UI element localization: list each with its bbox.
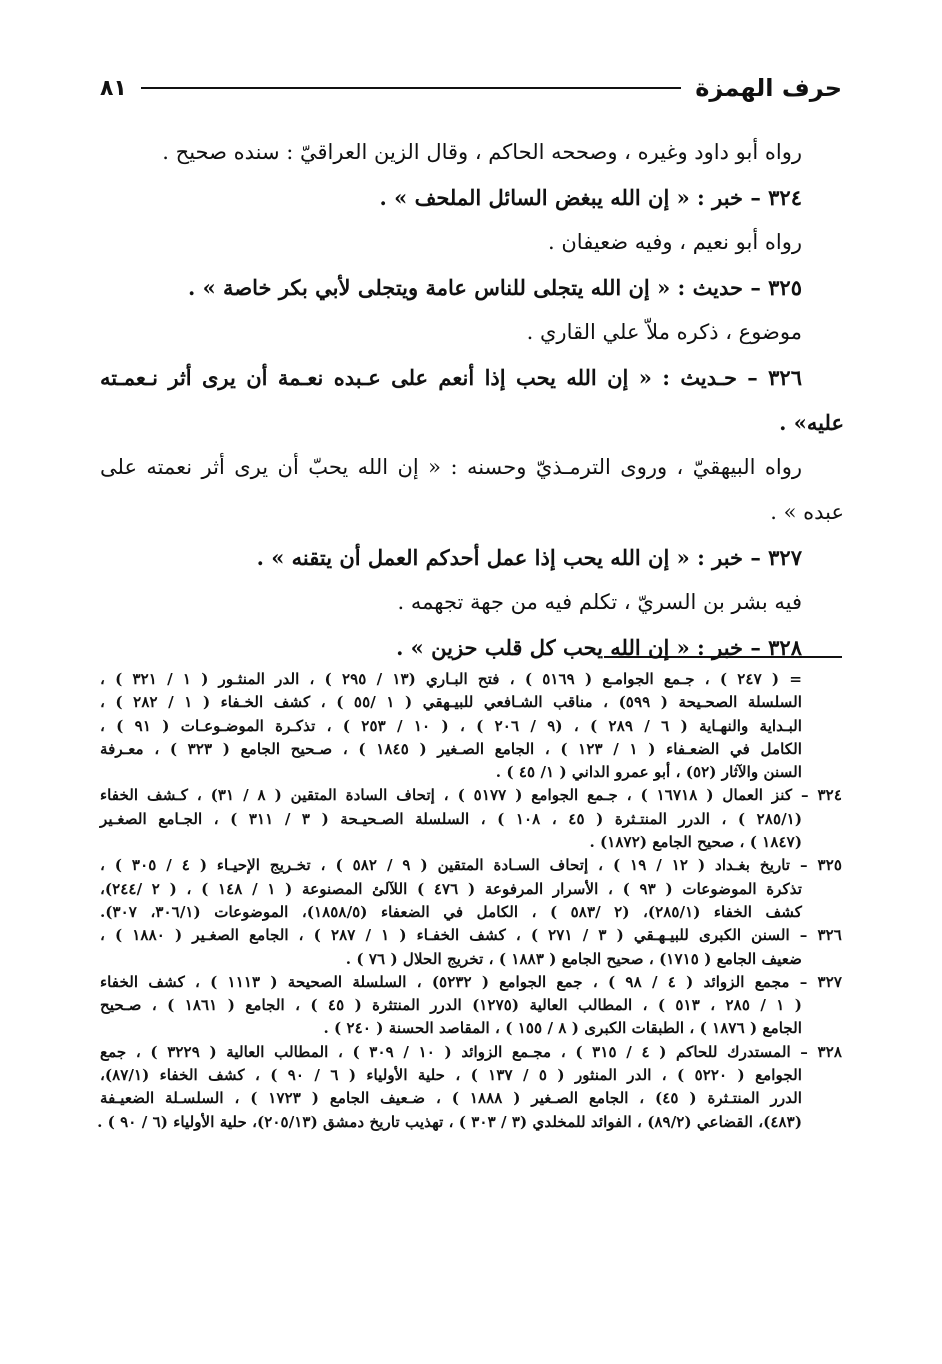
- footnote-324: ٣٢٤ – كنز العمال ( ١٦٧١٨ ) ، جـمع الجوامع ( ٥١٧٧ ) ، إتحاف السادة المتقين ( ٨ / ٣١) ، كـشف الخفاء: [100, 786, 842, 805]
- hadith-324: ٣٢٤ – خبر : « إن الله يبغض السائل الملحف » .: [379, 185, 802, 210]
- footnote-line: كشف الخفاء (٢٨٥/١)، (٢ /٥٨٣ ) ، الكامل في الضعفاء (١٨٥٨/٥)، الموضوعات (٣٠٦/١، ٣٠٧).: [100, 902, 802, 921]
- footnote-328: ٣٢٨ – المستدرك للحاكم ( ٤ / ٣١٥ ) ، مجـمع الزوائد ( ١٠ / ٣٠٩ ) ، المطالب العالية ( ٣٢٢٩ ) ، جمع: [100, 1042, 843, 1061]
- text-line: رواه أبو نعيم ، وفيه ضعيفان .: [548, 230, 802, 254]
- text-line-continuation: عبده » .: [770, 500, 844, 524]
- hadith-325: ٣٢٥ – حديث : « إن الله يتجلى للناس عامة ويتجلى لأبي بكر خاصة » .: [188, 275, 802, 300]
- footnote-line: الكامل في الضعـفاء ( ١ / ١٢٣ ) ، الجامع الصـغير ( ١٨٤٥ ) ، صـحيح الجامع ( ٣٢٣ ) ، معـرفة: [100, 739, 802, 758]
- header-rule: [141, 87, 681, 89]
- footnote-line: (٤٨٣)، القضاعي (٨٩/٢) ، الفوائد للمخلدي (٣ / ٣٠٣ ) ، تهذيب تاريخ دمشق (٢٠٥/١٣)، حلية الأولياء (٦ / ٩٠ ) .: [97, 1112, 802, 1131]
- footnote-327: ٣٢٧ – مجمع الزوائد ( ٤ / ٩٨ ) ، جمع الجوامع ( ٥٢٣٢) ، السلسلة الصحيحة ( ١١١٣ ) ، كشف الخفاء: [100, 972, 843, 991]
- page-header: [100, 66, 842, 110]
- footnotes: [97, 668, 843, 1134]
- footnote-line: ( ١ / ٢٨٥ ، ٥١٣ ) ، المطالب العالية (١٢٧٥) الدرر المنتثرة ( ٤٥ ) ، الجامع ( ١٨٦١ ) ، صـحيح: [100, 996, 802, 1015]
- text-line: فيه بشر بن السريّ ، تكلم فيه من جهة تجهمه .: [397, 590, 802, 614]
- footnote-326: ٣٢٦ – السنن الكبرى للبيـهـقي ( ٣ / ٢٧١ ) ، كشف الخفـاء ( ١ / ٢٨٧ ) ، الجامع الصغـير ( ١٨٨٠ ) ،: [100, 926, 842, 945]
- footnote-325: ٣٢٥ – تاريخ بغـداد ( ١٢ / ١٩ ) ، إتحاف السـادة المتقين ( ٩ / ٥٨٢ ) ، تخـريج الإحيـاء ( ٤ / ٣٠٥ ) ،: [100, 856, 843, 875]
- chapter-title: حرف الهمزة: [695, 74, 842, 102]
- footnote-line: (٢٨٥/١ ) ، الدرر المنتـثرة ( ٤٥ ، ١٠٨ ) ، السلسلة الصـحيـحة ( ٣ / ٣١١ ) ، الجـامع الصغـير: [100, 809, 802, 828]
- hadith-328: ٣٢٨ – خبر : « إن الله يحب كل قلب حزين » .: [396, 635, 802, 660]
- hadith-327: ٣٢٧ – خبر : « إن الله يحب إذا عمل أحدكم العمل أن يتقنه » .: [256, 545, 802, 570]
- footnote-line: السنن والآثار (٥٢) ، أبو عمرو الداني ( ١/ ٤٥ ) .: [495, 763, 802, 782]
- text-line: رواه البيهقيّ ، وروى الترمـذيّ وحسنه : « إن الله يحبّ أن يرى أثر نعمته على: [100, 455, 802, 479]
- footnote-separator: [604, 656, 842, 658]
- page-number: ٨١: [100, 75, 127, 101]
- text-line: رواه أبو داود وغيره ، وصححه الحاكم ، وقال الزين العراقيّ : سنده صحيح .: [162, 140, 802, 164]
- footnote-line: = ( ٢٤٧ ) ، جـمع الجوامـع ( ٥١٦٩ ) ، فتح البـاري (١٣ / ٢٩٥ ) ، الدر المنثـور ( ١ / ٣٢١ ) ،: [100, 670, 802, 688]
- footnote-line: البـداية والنهـاية ( ٦ / ٢٨٩ ) ، (٩ / ٢٠٦ ) ، ( ١٠ / ٢٥٣ ) ، تذكـرة الموضـوعـات ( ٩١ ) ،: [100, 716, 802, 735]
- footnote-line: الجوامع ( ٥٢٢٠ ) ، الدر المنثور ( ٥ / ١٣٧ ) ، حلية الأولياء ( ٦ / ٩٠ ) ، كشف الخفاء (٨٧/١)،: [100, 1066, 803, 1085]
- footnote-line: الجامع ( ١٨٧٦ ) ، الطبقات الكبرى ( ٨ / ١٥٥ ) ، المقاصد الحسنة ( ٢٤٠ ) .: [323, 1019, 802, 1038]
- main-text: [100, 130, 842, 670]
- hadith-326: ٣٢٦ – حـديث : « إن الله يحب إذا أنعم على عـبده نعـمة أن يرى أثر نـعمـته: [100, 365, 802, 390]
- footnote-line: ضعيف الجامع ( ١٧١٥) ، صحيح الجامع ( ١٨٨٣ ) ، تخريج الحلال ( ٧٦ ) .: [345, 949, 802, 968]
- footnote-line: السلسلة الصحـيحة ( ٥٩٩) ، مناقب الشـافعي للبيـهقي ( ١ /٥٥ ) ، كشف الخـفاء ( ١ / ٢٨٢ ) ،: [100, 693, 802, 712]
- hadith-326-continuation: عليه» .: [779, 410, 844, 435]
- footnote-line: تذكرة الموضوعات ( ٩٣ ) ، الأسرار المرفوعة ( ٤٧٦ ) اللآلئ المصنوعة ( ١ / ١٤٨ ) ، ( ٢ /٢٤٤)،: [100, 879, 802, 898]
- footnote-line: (١٨٤٧ ) ، صحيح الجامع (١٨٧٢) .: [589, 833, 802, 852]
- footnote-line: الدرر المنتـثرة ( ٤٥) ، الجامع الصـغير ( ١٨٨٨ ) ، ضـعيف الجامع ( ١٧٢٣ ) ، السلسـلة الضعيـفة: [100, 1089, 802, 1108]
- text-line: موضوع ، ذكره ملاّ علي القاري .: [526, 320, 802, 344]
